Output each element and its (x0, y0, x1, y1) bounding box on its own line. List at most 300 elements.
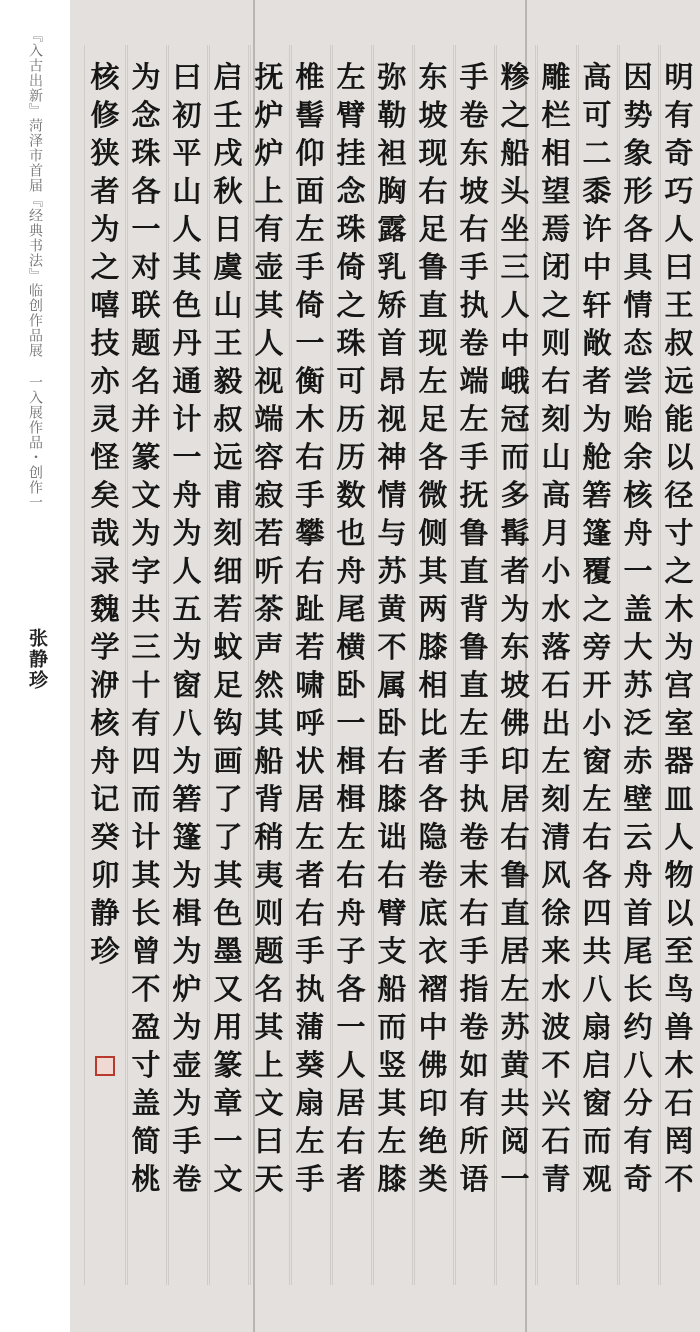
calligraphy-character: 长 (131, 896, 161, 930)
calligraphy-character: 之 (500, 98, 530, 132)
calligraphy-character: 糁 (500, 60, 530, 94)
calligraphy-character: 八 (172, 706, 202, 740)
calligraphy-character: 启 (582, 1048, 612, 1082)
calligraphy-character: 船 (377, 972, 407, 1006)
calligraphy-character: 弥 (377, 60, 407, 94)
calligraphy-character: 盖 (131, 1086, 161, 1120)
calligraphy-character: 坡 (418, 98, 448, 132)
calligraphy-character: 不 (664, 1162, 694, 1196)
calligraphy-character: 如 (459, 1048, 489, 1082)
calligraphy-character: 扇 (295, 1086, 325, 1120)
calligraphy-character: 四 (131, 744, 161, 778)
calligraphy-character: 上 (254, 1048, 284, 1082)
calligraphy-character: 了 (213, 782, 243, 816)
calligraphy-character: 鲁 (500, 858, 530, 892)
calligraphy-character: 为 (172, 744, 202, 778)
calligraphy-character: 船 (500, 136, 530, 170)
calligraphy-character: 有 (254, 212, 284, 246)
calligraphy-character: 人 (254, 326, 284, 360)
calligraphy-character: 箬 (172, 782, 202, 816)
calligraphy-character: 清 (541, 820, 571, 854)
calligraphy-character: 器 (664, 744, 694, 778)
calligraphy-character: 不 (377, 630, 407, 664)
calligraphy-character: 约 (623, 1010, 653, 1044)
calligraphy-character: 青 (541, 1162, 571, 1196)
calligraphy-character: 焉 (541, 212, 571, 246)
calligraphy-character: 题 (254, 934, 284, 968)
calligraphy-character: 钩 (213, 706, 243, 740)
calligraphy-character: 为 (664, 630, 694, 664)
calligraphy-character: 啸 (295, 668, 325, 702)
calligraphy-character: 舱 (582, 440, 612, 474)
calligraphy-character: 黄 (500, 1048, 530, 1082)
calligraphy-character: 攀 (295, 516, 325, 550)
calligraphy-character: 底 (418, 896, 448, 930)
calligraphy-character: 狭 (90, 136, 120, 170)
calligraphy-character: 呼 (295, 706, 325, 740)
calligraphy-character: 卯 (90, 858, 120, 892)
calligraphy-character: 右 (336, 1124, 366, 1158)
calligraphy-character: 壶 (254, 250, 284, 284)
calligraphy-character: 舟 (172, 478, 202, 512)
calligraphy-character: 左 (459, 706, 489, 740)
calligraphy-character: 之 (664, 554, 694, 588)
calligraphy-character: 与 (377, 516, 407, 550)
calligraphy-character: 盖 (623, 592, 653, 626)
calligraphy-character: 兽 (664, 1010, 694, 1044)
calligraphy-character: 一 (623, 554, 653, 588)
calligraphy-character: 为 (172, 1010, 202, 1044)
calligraphy-character: 右 (459, 212, 489, 246)
calligraphy-character: 炉 (254, 98, 284, 132)
calligraphy-character: 珠 (336, 212, 366, 246)
calligraphy-character: 八 (623, 1048, 653, 1082)
calligraphy-character: 为 (172, 630, 202, 664)
calligraphy-column (84, 58, 126, 970)
calligraphy-character: 壶 (172, 1048, 202, 1082)
calligraphy-character: 则 (541, 326, 571, 360)
calligraphy-character: 之 (336, 288, 366, 322)
calligraphy-character: 石 (541, 668, 571, 702)
calligraphy-character: 巧 (664, 174, 694, 208)
calligraphy-character: 木 (664, 1048, 694, 1082)
caption-strip (0, 0, 70, 1332)
calligraphy-character: 灵 (90, 402, 120, 436)
calligraphy-character: 左 (336, 60, 366, 94)
calligraphy-character: 左 (418, 364, 448, 398)
calligraphy-character: 东 (459, 136, 489, 170)
calligraphy-character: 丹 (172, 326, 202, 360)
calligraphy-character: 技 (90, 326, 120, 360)
calligraphy-character: 足 (418, 212, 448, 246)
calligraphy-character: 石 (541, 1124, 571, 1158)
calligraphy-character: 启 (213, 60, 243, 94)
calligraphy-character: 小 (582, 706, 612, 740)
calligraphy-character: 居 (500, 934, 530, 968)
calligraphy-character: 刻 (541, 402, 571, 436)
calligraphy-character: 分 (623, 1086, 653, 1120)
calligraphy-character: 洢 (90, 668, 120, 702)
calligraphy-character: 一 (336, 706, 366, 740)
calligraphy-character: 者 (418, 744, 448, 778)
calligraphy-character: 执 (459, 782, 489, 816)
calligraphy-character: 珠 (131, 136, 161, 170)
calligraphy-character: 壬 (213, 98, 243, 132)
calligraphy-character: 舟 (623, 516, 653, 550)
calligraphy-character: 类 (418, 1162, 448, 1196)
calligraphy-character: 苏 (377, 554, 407, 588)
calligraphy-character: 其 (254, 1010, 284, 1044)
calligraphy-character: 壁 (623, 782, 653, 816)
calligraphy-character: 苏 (623, 668, 653, 702)
calligraphy-character: 出 (541, 706, 571, 740)
calligraphy-character: 黄 (377, 592, 407, 626)
calligraphy-character: 联 (131, 288, 161, 322)
calligraphy-character: 背 (254, 782, 284, 816)
calligraphy-character: 手 (459, 250, 489, 284)
calligraphy-character: 情 (623, 288, 653, 322)
calligraphy-character: 用 (213, 1010, 243, 1044)
calligraphy-character: 者 (295, 858, 325, 892)
calligraphy-character: 计 (131, 820, 161, 854)
calligraphy-character: 室 (664, 706, 694, 740)
calligraphy-character: 计 (172, 402, 202, 436)
calligraphy-character: 右 (295, 440, 325, 474)
calligraphy-character: 然 (254, 668, 284, 702)
calligraphy-character: 寂 (254, 478, 284, 512)
calligraphy-character: 阅 (500, 1124, 530, 1158)
calligraphy-character: 之 (582, 592, 612, 626)
calligraphy-character: 袒 (377, 136, 407, 170)
calligraphy-character: 敞 (582, 326, 612, 360)
calligraphy-character: 挂 (336, 136, 366, 170)
calligraphy-character: 通 (172, 364, 202, 398)
calligraphy-character: 初 (172, 98, 202, 132)
calligraphy-character: 八 (582, 972, 612, 1006)
calligraphy-character: 昂 (377, 364, 407, 398)
calligraphy-character: 相 (541, 136, 571, 170)
calligraphy-character: 冠 (500, 402, 530, 436)
calligraphy-character: 皿 (664, 782, 694, 816)
calligraphy-character: 倚 (336, 250, 366, 284)
calligraphy-character: 侧 (418, 516, 448, 550)
calligraphy-character: 足 (418, 402, 448, 436)
calligraphy-character: 共 (582, 934, 612, 968)
calligraphy-character: 山 (172, 174, 202, 208)
calligraphy-character: 木 (295, 402, 325, 436)
calligraphy-character: 佛 (418, 1048, 448, 1082)
calligraphy-character: 诎 (377, 820, 407, 854)
calligraphy-character: 寸 (131, 1048, 161, 1082)
calligraphy-character: 鲁 (459, 516, 489, 550)
calligraphy-column (617, 58, 659, 1198)
calligraphy-character: 手 (295, 1162, 325, 1196)
calligraphy-character: 月 (541, 516, 571, 550)
calligraphy-character: 坡 (500, 668, 530, 702)
calligraphy-character: 水 (541, 972, 571, 1006)
calligraphy-character: 曰 (172, 60, 202, 94)
calligraphy-character: 对 (131, 250, 161, 284)
calligraphy-character: 者 (500, 554, 530, 588)
calligraphy-character: 明 (664, 60, 694, 94)
calligraphy-character: 篷 (582, 516, 612, 550)
calligraphy-character: 甫 (213, 478, 243, 512)
calligraphy-character: 并 (131, 402, 161, 436)
calligraphy-character: 卧 (336, 668, 366, 702)
calligraphy-character: 若 (254, 516, 284, 550)
calligraphy-character: 为 (500, 592, 530, 626)
calligraphy-character: 手 (459, 440, 489, 474)
calligraphy-character: 居 (295, 782, 325, 816)
calligraphy-character: 而 (131, 782, 161, 816)
calligraphy-character: 之 (90, 250, 120, 284)
calligraphy-character: 其 (418, 554, 448, 588)
calligraphy-character: 胸 (377, 174, 407, 208)
calligraphy-character: 名 (131, 364, 161, 398)
calligraphy-character: 卧 (377, 706, 407, 740)
calligraphy-character: 语 (459, 1162, 489, 1196)
calligraphy-character: 其 (377, 1086, 407, 1120)
calligraphy-character: 容 (254, 440, 284, 474)
calligraphy-character: 为 (172, 516, 202, 550)
calligraphy-character: 鸟 (664, 972, 694, 1006)
calligraphy-character: 足 (213, 668, 243, 702)
calligraphy-character: 戌 (213, 136, 243, 170)
calligraphy-character: 面 (295, 174, 325, 208)
calligraphy-character: 舟 (623, 858, 653, 892)
calligraphy-character: 各 (623, 212, 653, 246)
calligraphy-character: 左 (459, 402, 489, 436)
calligraphy-character: 直 (418, 288, 448, 322)
calligraphy-character: 各 (336, 972, 366, 1006)
calligraphy-character: 寸 (664, 516, 694, 550)
calligraphy-character: 右 (336, 858, 366, 892)
calligraphy-column (166, 58, 208, 1198)
calligraphy-character: 手 (459, 934, 489, 968)
calligraphy-character: 手 (295, 934, 325, 968)
calligraphy-character: 视 (254, 364, 284, 398)
calligraphy-character: 静 (90, 896, 120, 930)
calligraphy-character: 曾 (131, 934, 161, 968)
calligraphy-character: 右 (295, 554, 325, 588)
calligraphy-character: 各 (418, 782, 448, 816)
calligraphy-character: 篆 (213, 1048, 243, 1082)
calligraphy-character: 记 (90, 782, 120, 816)
calligraphy-character: 其 (254, 706, 284, 740)
calligraphy-character: 舟 (336, 554, 366, 588)
calligraphy-character: 苏 (500, 1010, 530, 1044)
calligraphy-character: 许 (582, 212, 612, 246)
calligraphy-character: 一 (131, 212, 161, 246)
calligraphy-character: 右 (582, 820, 612, 854)
calligraphy-character: 罔 (664, 1124, 694, 1158)
calligraphy-character: 膝 (377, 782, 407, 816)
calligraphy-character: 印 (418, 1086, 448, 1120)
calligraphy-character: 轩 (582, 288, 612, 322)
calligraphy-character: 居 (500, 782, 530, 816)
calligraphy-character: 左 (500, 972, 530, 1006)
calligraphy-character: 刻 (213, 516, 243, 550)
calligraphy-character: 修 (90, 98, 120, 132)
calligraphy-character: 左 (541, 744, 571, 778)
calligraphy-character: 以 (664, 440, 694, 474)
calligraphy-character: 相 (418, 668, 448, 702)
calligraphy-column (207, 58, 249, 1198)
calligraphy-character: 核 (90, 60, 120, 94)
calligraphy-character: 象 (623, 136, 653, 170)
calligraphy-column (453, 58, 495, 1198)
calligraphy-character: 葵 (295, 1048, 325, 1082)
calligraphy-character: 左 (295, 820, 325, 854)
calligraphy-character: 有 (131, 706, 161, 740)
calligraphy-character: 秋 (213, 174, 243, 208)
calligraphy-character: 共 (500, 1086, 530, 1120)
calligraphy-character: 栏 (541, 98, 571, 132)
calligraphy-character: 手 (459, 744, 489, 778)
calligraphy-character: 者 (582, 364, 612, 398)
calligraphy-character: 端 (459, 364, 489, 398)
calligraphy-character: 窗 (582, 1086, 612, 1120)
calligraphy-character: 多 (500, 478, 530, 512)
calligraphy-character: 核 (90, 706, 120, 740)
calligraphy-character: 日 (213, 212, 243, 246)
calligraphy-character: 也 (336, 516, 366, 550)
calligraphy-character: 衣 (418, 934, 448, 968)
calligraphy-character: 茶 (254, 592, 284, 626)
calligraphy-character: 人 (500, 288, 530, 322)
calligraphy-character: 五 (172, 592, 202, 626)
calligraphy-character: 背 (459, 592, 489, 626)
calligraphy-character: 历 (336, 402, 366, 436)
calligraphy-character: 不 (131, 972, 161, 1006)
calligraphy-character: 东 (418, 60, 448, 94)
calligraphy-character: 中 (500, 326, 530, 360)
calligraphy-character: 名 (254, 972, 284, 1006)
calligraphy-character: 之 (541, 288, 571, 322)
calligraphy-character: 石 (664, 1086, 694, 1120)
calligraphy-character: 势 (623, 98, 653, 132)
calligraphy-character: 墨 (213, 934, 243, 968)
exhibition-caption: 『入古出新』菏泽市首届『经典书法』临创作品展 一入展作品・创作一 (27, 28, 43, 510)
calligraphy-character: 左 (295, 1124, 325, 1158)
calligraphy-character: 现 (418, 136, 448, 170)
calligraphy-character: 风 (541, 858, 571, 892)
calligraphy-character: 贻 (623, 402, 653, 436)
calligraphy-character: 奇 (664, 136, 694, 170)
calligraphy-character: 右 (418, 174, 448, 208)
calligraphy-character: 为 (131, 516, 161, 550)
calligraphy-character: 录 (90, 554, 120, 588)
calligraphy-character: 者 (90, 174, 120, 208)
calligraphy-character: 首 (623, 896, 653, 930)
calligraphy-character: 不 (541, 1048, 571, 1082)
calligraphy-character: 手 (172, 1124, 202, 1158)
calligraphy-character: 属 (377, 668, 407, 702)
calligraphy-character: 雕 (541, 60, 571, 94)
calligraphy-character: 直 (459, 668, 489, 702)
calligraphy-character: 指 (459, 972, 489, 1006)
calligraphy-character: 趾 (295, 592, 325, 626)
calligraphy-character: 臂 (336, 98, 366, 132)
calligraphy-character: 简 (131, 1124, 161, 1158)
calligraphy-character: 山 (541, 440, 571, 474)
calligraphy-character: 各 (418, 440, 448, 474)
calligraphy-character: 人 (664, 820, 694, 854)
calligraphy-character: 为 (90, 212, 120, 246)
calligraphy-character: 为 (172, 1086, 202, 1120)
calligraphy-character: 三 (500, 250, 530, 284)
calligraphy-character: 膝 (418, 630, 448, 664)
calligraphy-character: 二 (582, 136, 612, 170)
calligraphy-character: 支 (377, 934, 407, 968)
calligraphy-column (494, 58, 536, 1198)
calligraphy-character: 珍 (90, 934, 120, 968)
calligraphy-character: 了 (213, 820, 243, 854)
calligraphy-character: 可 (336, 364, 366, 398)
calligraphy-character: 珠 (336, 326, 366, 360)
calligraphy-character: 衡 (295, 364, 325, 398)
calligraphy-character: 现 (418, 326, 448, 360)
calligraphy-character: 文 (131, 478, 161, 512)
calligraphy-character: 东 (500, 630, 530, 664)
calligraphy-character: 能 (664, 402, 694, 436)
calligraphy-column (330, 58, 372, 1198)
calligraphy-character: 窗 (172, 668, 202, 702)
calligraphy-character: 为 (172, 858, 202, 892)
calligraphy-character: 佛 (500, 706, 530, 740)
calligraphy-column (371, 58, 413, 1198)
calligraphy-character: 远 (664, 364, 694, 398)
calligraphy-character: 微 (418, 478, 448, 512)
calligraphy-character: 落 (541, 630, 571, 664)
calligraphy-character: 而 (582, 1124, 612, 1158)
calligraphy-character: 波 (541, 1010, 571, 1044)
red-seal-stamp (95, 1056, 115, 1076)
calligraphy-character: 一 (213, 1124, 243, 1158)
calligraphy-character: 矫 (377, 288, 407, 322)
calligraphy-character: 其 (213, 858, 243, 892)
calligraphy-character: 膝 (377, 1162, 407, 1196)
calligraphy-character: 乳 (377, 250, 407, 284)
calligraphy-character: 仰 (295, 136, 325, 170)
calligraphy-character: 题 (131, 326, 161, 360)
calligraphy-character: 虞 (213, 250, 243, 284)
calligraphy-character: 泛 (623, 706, 653, 740)
calligraphy-character: 叔 (664, 326, 694, 360)
calligraphy-character: 一 (172, 440, 202, 474)
calligraphy-character: 平 (172, 136, 202, 170)
calligraphy-character: 远 (213, 440, 243, 474)
calligraphy-character: 视 (377, 402, 407, 436)
calligraphy-character: 曰 (254, 1124, 284, 1158)
calligraphy-character: 黍 (582, 174, 612, 208)
calligraphy-character: 赤 (623, 744, 653, 778)
calligraphy-character: 头 (500, 174, 530, 208)
calligraphy-character: 嘻 (90, 288, 120, 322)
calligraphy-character: 右 (459, 896, 489, 930)
calligraphy-character: 居 (336, 1086, 366, 1120)
calligraphy-character: 两 (418, 592, 448, 626)
calligraphy-character: 者 (336, 1162, 366, 1196)
calligraphy-character: 椎 (295, 60, 325, 94)
calligraphy-character: 云 (623, 820, 653, 854)
calligraphy-character: 左 (582, 782, 612, 816)
calligraphy-character: 炉 (254, 136, 284, 170)
calligraphy-character: 蒲 (295, 1010, 325, 1044)
calligraphy-character: 为 (172, 934, 202, 968)
calligraphy-character: 峨 (500, 364, 530, 398)
calligraphy-character: 隐 (418, 820, 448, 854)
